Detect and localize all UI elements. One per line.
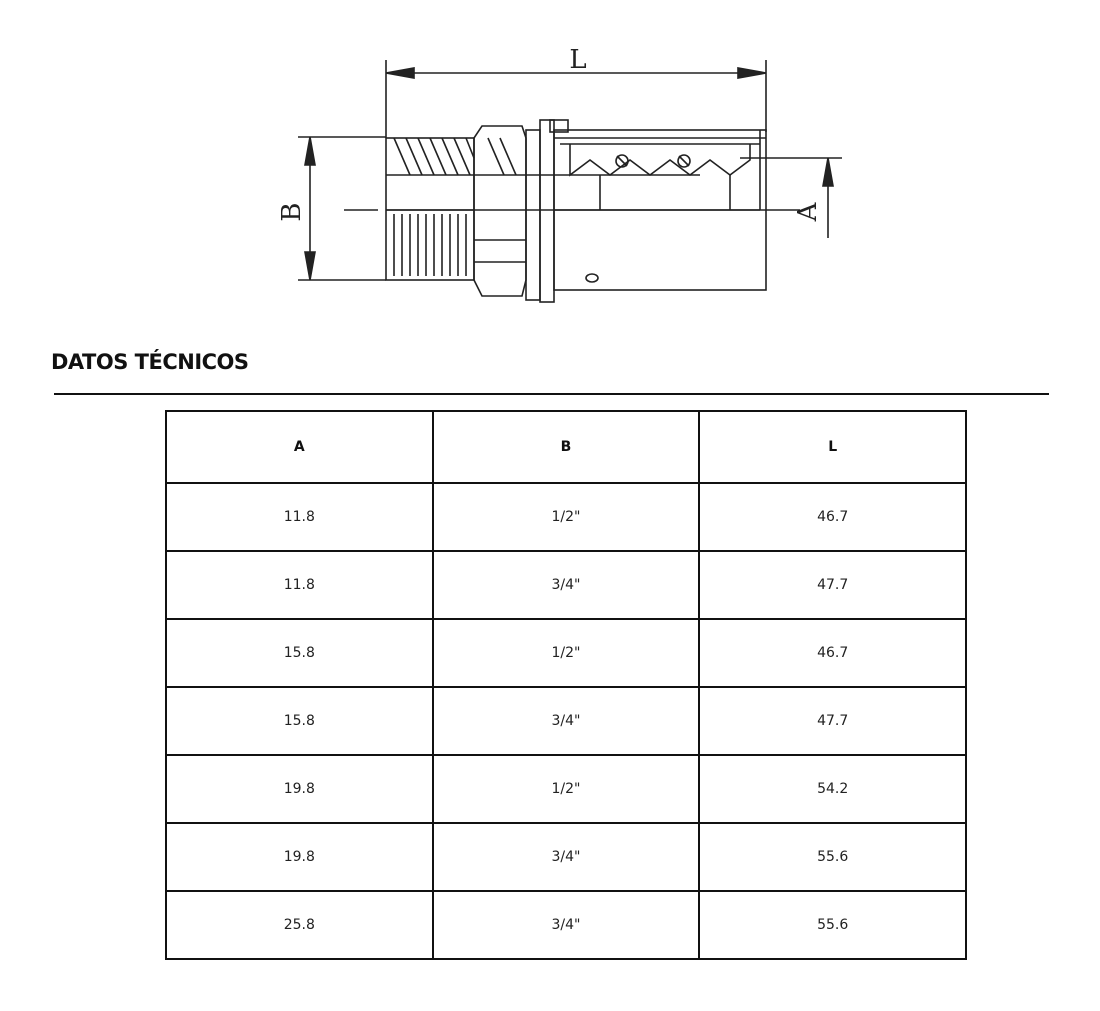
thread-body: [386, 138, 474, 280]
cell-a: 19.8: [166, 755, 433, 823]
header-l: L: [699, 411, 966, 483]
cell-a: 11.8: [166, 551, 433, 619]
cell-b: 3/4": [433, 891, 700, 959]
hex-nut: [474, 126, 526, 296]
cell-b: 3/4": [433, 687, 700, 755]
insert-barbs: [570, 144, 750, 175]
cell-a: 15.8: [166, 619, 433, 687]
table-row: [166, 619, 966, 687]
collar: [526, 130, 540, 300]
arrow-right: [738, 68, 766, 78]
cell-b: 3/4": [433, 823, 700, 891]
cell-b: 3/4": [433, 551, 700, 619]
collar-ring: [540, 120, 554, 302]
label-b: B: [277, 202, 307, 222]
table-row: [166, 483, 966, 551]
header-a: A: [166, 411, 433, 483]
inspection-hole: [586, 274, 598, 282]
table-header-row: [166, 411, 966, 483]
section-divider: [54, 393, 1049, 395]
section-title: DATOS TÉCNICOS: [51, 350, 249, 374]
cell-l: 54.2: [699, 755, 966, 823]
cell-l: 46.7: [699, 619, 966, 687]
cell-l: 47.7: [699, 687, 966, 755]
fitting-diagram: [260, 40, 860, 320]
arrow-b-top: [305, 137, 315, 165]
table-row: [166, 551, 966, 619]
thread-hatching-lower: [394, 214, 466, 276]
arrow-a: [823, 158, 833, 186]
cell-b: 1/2": [433, 755, 700, 823]
arrow-b-bottom: [305, 252, 315, 280]
technical-drawing: [260, 40, 860, 320]
header-b: B: [433, 411, 700, 483]
thread-hatching-upper: [394, 138, 474, 175]
cell-l: 55.6: [699, 891, 966, 959]
label-l: L: [569, 45, 587, 75]
table-row: [166, 823, 966, 891]
table-row: [166, 755, 966, 823]
label-a: A: [793, 202, 823, 222]
arrow-left: [386, 68, 414, 78]
cell-l: 55.6: [699, 823, 966, 891]
cell-b: 1/2": [433, 619, 700, 687]
cell-a: 11.8: [166, 483, 433, 551]
cell-b: 1/2": [433, 483, 700, 551]
cell-l: 47.7: [699, 551, 966, 619]
cell-l: 46.7: [699, 483, 966, 551]
table-row: [166, 891, 966, 959]
cell-a: 15.8: [166, 687, 433, 755]
technical-data-table: [165, 410, 967, 960]
cell-a: 25.8: [166, 891, 433, 959]
table-row: [166, 687, 966, 755]
cell-a: 19.8: [166, 823, 433, 891]
